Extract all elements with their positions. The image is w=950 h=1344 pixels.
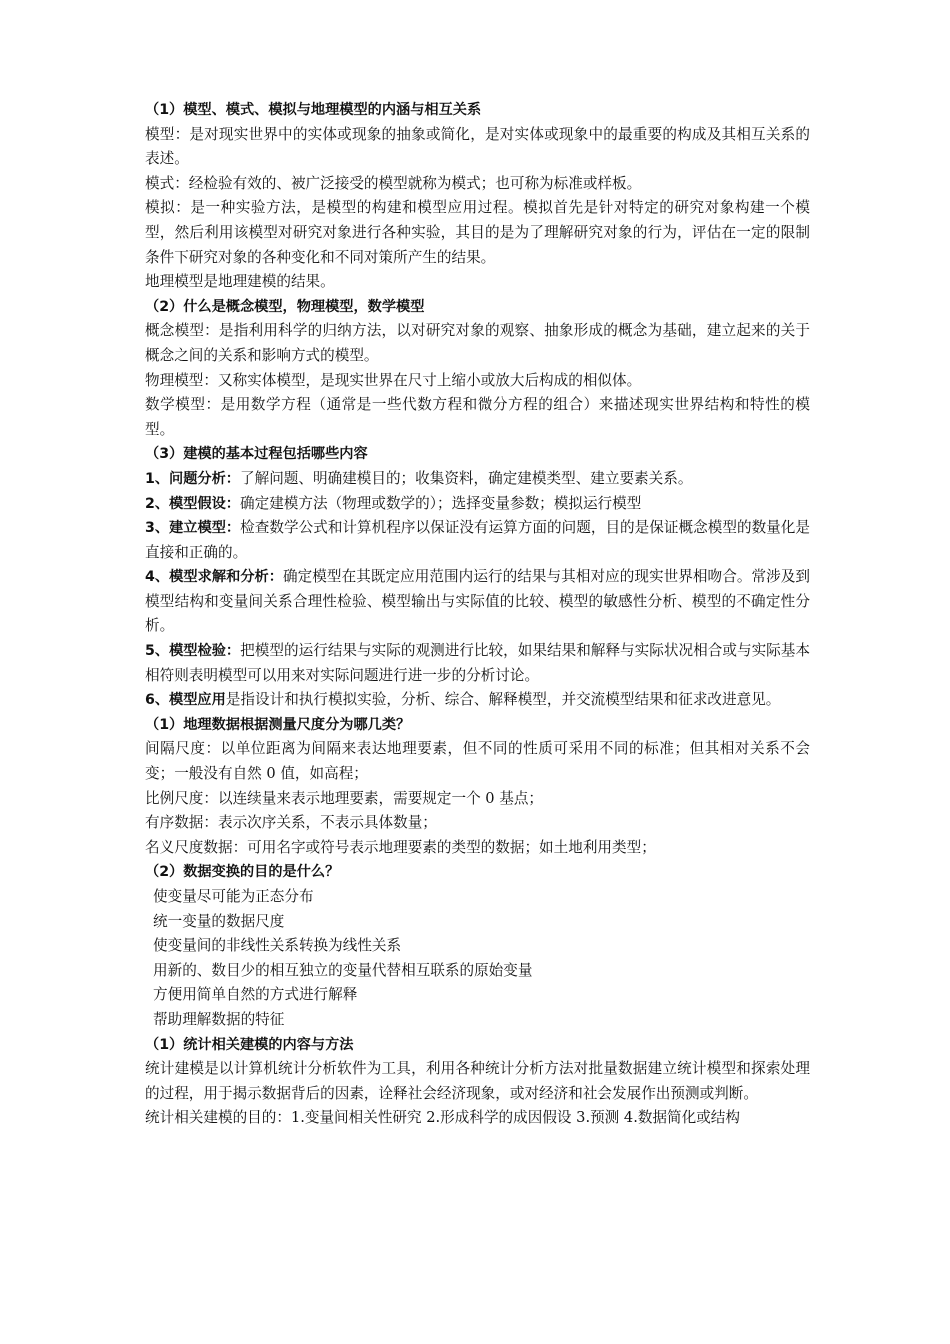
paragraph-nominal-data: 名义尺度数据：可用名字或符号表示地理要素的类型的数据；如土地利用类型； [145,838,656,856]
item-label: 1、问题分析： [145,470,240,487]
list-item [145,467,810,492]
list-item [145,516,810,565]
paragraph-statistical-modeling-goals: 统计相关建模的目的：1.变量间相关性研究 2.形成科学的成因假设 3.预测 4.数据简化或结构 [145,1109,740,1127]
paragraph-geo-model: 地理模型是地理建模的结果。 [145,273,335,291]
paragraph-mathematical-model: 数学模型：是用数学方程（通常是一些代数方程和微分方程的组合）来描述现实世界结构和特性的模型。 [145,396,810,438]
section-heading-statistical-modeling: （1）统计相关建模的内容与方法 [145,1036,354,1053]
paragraph-interval-scale: 间隔尺度：以单位距离为间隔来表达地理要素，但不同的性质可采用不同的标准；但其相对关系不会变；一般没有自然 0 值，如高程； [145,740,810,783]
section-heading-model-types: （2）什么是概念模型，物理模型，数学模型 [145,298,425,315]
section-heading-measurement-scales: （1）地理数据根据测量尺度分为哪几类？ [145,716,411,733]
item-label: 2、模型假设： [145,495,240,512]
section-heading-model-concepts: （1）模型、模式、模拟与地理模型的内涵与相互关系 [145,102,482,118]
paragraph-conceptual-model: 概念模型：是指利用科学的归纳方法，以对研究对象的观察、抽象形成的概念为基础，建立起来的关于概念之间的关系和影响方式的模型。 [145,322,810,364]
item-text: 确定模型在其既定应用范围内运行的结果与其相对应的现实世界相吻合。常涉及到模型结构和变量间关系合理性检验、模型输出与实际值的比较、模型的敏感性分析、模型的不确定性分析。 [145,568,810,635]
item-label: 6、模型应用 [145,692,226,709]
list-item [145,492,810,517]
paragraph-statistical-modeling: 统计建模是以计算机统计分析软件为工具，利用各种统计分析方法对批量数据建立统计模型和探索处理的过程，用于揭示数据背后的因素，诠释社会经济现象，或对经济和社会发展作出预测或判断。 [145,1060,810,1102]
list-item: 使变量尽可能为正态分布 [153,888,314,905]
list-item: 方便用简单自然的方式进行解释 [153,986,358,1004]
item-label: 3、建立模型： [145,520,241,537]
document-page [145,98,810,1131]
paragraph-pattern-definition: 模式：经检验有效的、被广泛接受的模型就称为模式；也可称为标准或样板。 [145,174,642,192]
item-label: 4、模型求解和分析： [145,569,284,586]
section-heading-data-transform: （2）数据变换的目的是什么？ [145,864,340,881]
item-text: 是指设计和执行模拟实验，分析、综合、解释模型，并交流模型结果和征求改进意见。 [225,691,781,709]
paragraph-model-definition: 模型：是对现实世界中的实体或现象的抽象或简化，是对实体或现象中的最重要的构成及其相互关系的表述。 [145,125,810,168]
list-item [145,688,810,713]
paragraph-ordinal-data: 有序数据：表示次序关系，不表示具体数量； [145,814,437,832]
item-text: 把模型的运行结果与实际的观测进行比较，如果结果和解释与实际状况相合或与实际基本相符则表明模型可以用来对实际问题进行进一步的分析讨论。 [145,642,810,684]
item-text: 了解问题、明确建模目的；收集资料，确定建模类型、建立要素关系。 [240,469,693,487]
item-text: 检查数学公式和计算机程序以保证没有运算方面的问题，目的是保证概念模型的数量化是直接和正确的。 [145,519,810,561]
section-heading-modeling-process: （3）建模的基本过程包括哪些内容 [145,446,368,463]
paragraph-ratio-scale: 比例尺度：以连续量来表示地理要素，需要规定一个 0 基点； [145,789,544,807]
item-text: 确定建模方法（物理或数学的）；选择变量参数；模拟运行模型 [240,494,642,512]
list-item: 用新的、数目少的相互独立的变量代替相互联系的原始变量 [153,961,533,979]
list-item [145,565,810,639]
paragraph-simulation-definition: 模拟：是一种实验方法，是模型的构建和模型应用过程。模拟首先是针对特定的研究对象构建一个模型，然后利用该模型对研究对象进行各种实验，其目的是为了理解研究对象的行为，评估在一定的限制条件下研究对象的各种变化和不同对策所产生的结果。 [145,199,810,266]
list-item: 帮助理解数据的特征 [153,1010,285,1028]
item-label: 5、模型检验： [145,643,241,660]
paragraph-physical-model: 物理模型：又称实体模型，是现实世界在尺寸上缩小或放大后构成的相似体。 [145,371,642,389]
list-item: 使变量间的非线性关系转换为线性关系 [153,937,402,955]
list-item: 统一变量的数据尺度 [153,912,285,930]
list-item [145,639,810,688]
